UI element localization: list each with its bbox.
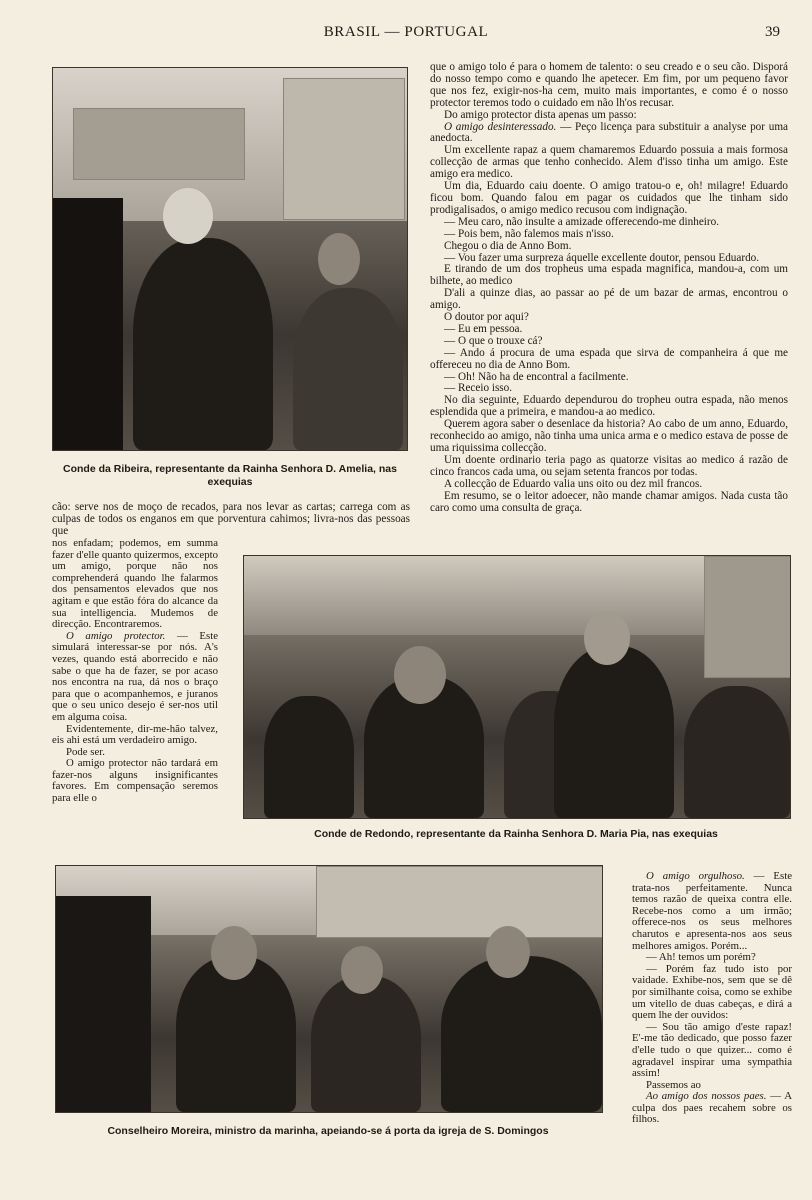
paragraph: — Ando á procura de uma espada que sirva de companheira á que me offereceu no dia de Anno Bom. (430, 346, 788, 371)
text-column-left-top (52, 502, 410, 538)
paragraph: — O que o trouxe cá? (444, 334, 543, 347)
section-heading: Ao amigo dos nossos paes. (646, 1090, 767, 1103)
section-heading: O amigo protector. (66, 629, 166, 642)
running-title: BRASIL — PORTUGAL (323, 24, 489, 40)
paragraph: — Receio isso. (444, 382, 513, 395)
photo-conde-de-redondo (243, 555, 791, 819)
paragraph: Pode ser. (66, 745, 105, 758)
paragraph: A collecção de Eduardo valia uns oito ou dez mil francos. (444, 477, 703, 490)
paragraph: cão: serve nos de moço de recados, para nos levar as cartas; carrega com as culpas de todos os enganos em que porventura cahimos; livra-nos das pessoas que (52, 501, 410, 537)
paragraph: Em resumo, se o leitor adoecer, não mande chamar amigos. Nada custa tão caro como uma consulta de graça. (430, 489, 788, 514)
paragraph: — Oh! Não ha de encontral a facilmente. (444, 370, 629, 383)
paragraph: O amigo desinteressado. — Peço licença para substituir a analyse por uma anedocta. (430, 120, 788, 145)
paragraph: O amigo protector. — Este simulará interessar-se por nós. A's vezes, quando está aborrecido e não sabe o que ha de fazer, se por acaso nos encontra na rua, dá nos o braço para que o acompanhemos, e juranos que o seu unico desejo é ser-nos util em alguma coisa. (52, 629, 218, 723)
paragraph: que o amigo tolo é para o homem de talento: o seu creado e o seu cão. Disporá do nosso tempo como e quando lhe apetecer. Em fim, por um pequeno favor que nos fez, exigir-nos-ha cem, muito mais importantes, e como é o nosso protector teremos todo o cuidado em não lh'os recusar. (430, 61, 788, 109)
paragraph: Um dia, Eduardo caiu doente. O amigo tratou-o e, oh! milagre! Eduardo ficou bom. Quando falou em pagar os cuidados que lhe tinham sido prodigalisados, o amigo medico recusou com indignação. (430, 180, 788, 216)
paragraph: O amigo protector não tardará em fazer-nos alguns insignificantes favores. Em compensação seremos para elle o (52, 757, 218, 805)
paragraph: Do amigo protector dista apenas um passo: (444, 108, 637, 121)
caption-conde-de-redondo: Conde de Redondo, representante da Rainha Senhora D. Maria Pia, nas exequias (314, 828, 718, 840)
paragraph: — Porém faz tudo isto por vaidade. Exhibe-nos, sem que se dê por similhante coisa, como se exhibe um vitello de duas cabeças, e dirá a quem lhe der ouvidos: (632, 962, 792, 1022)
paragraph: Querem agora saber o desenlace da historia? Ao cabo de um anno, Eduardo, reconhecido ao amigo, não tinha uma unica arma e o medico estava de posse de uma riquissima collecção. (430, 418, 788, 454)
paragraph: Um excellente rapaz a quem chamaremos Eduardo possuia a mais formosa collecção de armas que tenho conhecido. Alem d'isso tinha um amigo. Este amigo era medico. (430, 144, 788, 181)
paragraph: Um doente ordinario teria pago as quatorze visitas ao medico á razão de cinco francos cada uma, ou sejam setenta francos por todas. (430, 453, 788, 478)
paragraph: — Ah! temos um porém? (646, 951, 756, 964)
paragraph: E tirando de um dos tropheus uma espada magnifica, mandou-a, com um bilhete, ao medico (430, 263, 788, 288)
photo-conselheiro-moreira (55, 865, 603, 1113)
text-column-bottom-right (632, 871, 792, 1126)
paragraph: No dia seguinte, Eduardo dependurou do tropheu outra espada, não menos esplendida que a primeira, e mandou-a ao medico. (430, 394, 788, 419)
page-header (0, 24, 812, 46)
paragraph: — Meu caro, não insulte a amizade offerecendo-me dinheiro. (444, 215, 720, 228)
paragraph: — Sou tão amigo d'este rapaz! E'-me tão dedicado, que posso fazer d'elle tudo o que quizer... como é agradavel inspirar uma sympathia assim! (632, 1020, 792, 1080)
paragraph: D'ali a quinze dias, ao passar ao pé de um bazar de armas, encontrou o amigo. (430, 287, 788, 312)
caption-conselheiro-moreira: Conselheiro Moreira, ministro da marinha, apeiando-se á porta da igreja de S. Domingos (107, 1125, 549, 1137)
paragraph: Ao amigo dos nossos paes. — A culpa dos paes recahem sobre os filhos. (632, 1090, 792, 1126)
photo-conde-da-ribeira (52, 67, 408, 451)
paragraph: nos enfadam; podemos, em summa fazer d'elle quanto quizermos, excepto um amigo, porque não nos comprehenderá quando lhe falarmos dos pensamentos elevados que nos agitam e que estão fóra do alcance da sua intelligencia. Mudemos de direcção. Encontraremos. (52, 537, 218, 631)
text-column-left-narrow (52, 538, 218, 805)
paragraph: Passemos ao (646, 1078, 701, 1091)
section-heading: O amigo desinteressado. (444, 120, 557, 133)
paragraph: Evidentemente, dir-me-hão talvez, eis ahi está um verdadeiro amigo. (52, 722, 218, 747)
paragraph: O doutor por aqui? (444, 311, 529, 324)
paragraph: — Vou fazer uma surpreza áquelle excellente doutor, pensou Eduardo. (444, 251, 760, 264)
caption-conde-da-ribeira: Conde da Ribeira, representante da Rainha Senhora D. Amelia, nas exequias (63, 463, 397, 488)
section-heading: O amigo orgulhoso. (646, 870, 745, 882)
paragraph: — Pois bem, não falemos mais n'isso. (444, 227, 614, 240)
page-number: 39 (765, 24, 780, 40)
paragraph: — Eu em pessoa. (444, 322, 523, 335)
text-column-right (430, 62, 788, 514)
paragraph: Chegou o dia de Anno Bom. (444, 239, 572, 252)
paragraph: O amigo orgulhoso. — Este trata-nos perfeitamente. Nunca temos razão de queixa contra elle. Recebe-nos como a um irmão; offerece-nos os seus melhores charutos e apresenta-nos aos seus melhores amigos. Porém... (632, 870, 792, 952)
